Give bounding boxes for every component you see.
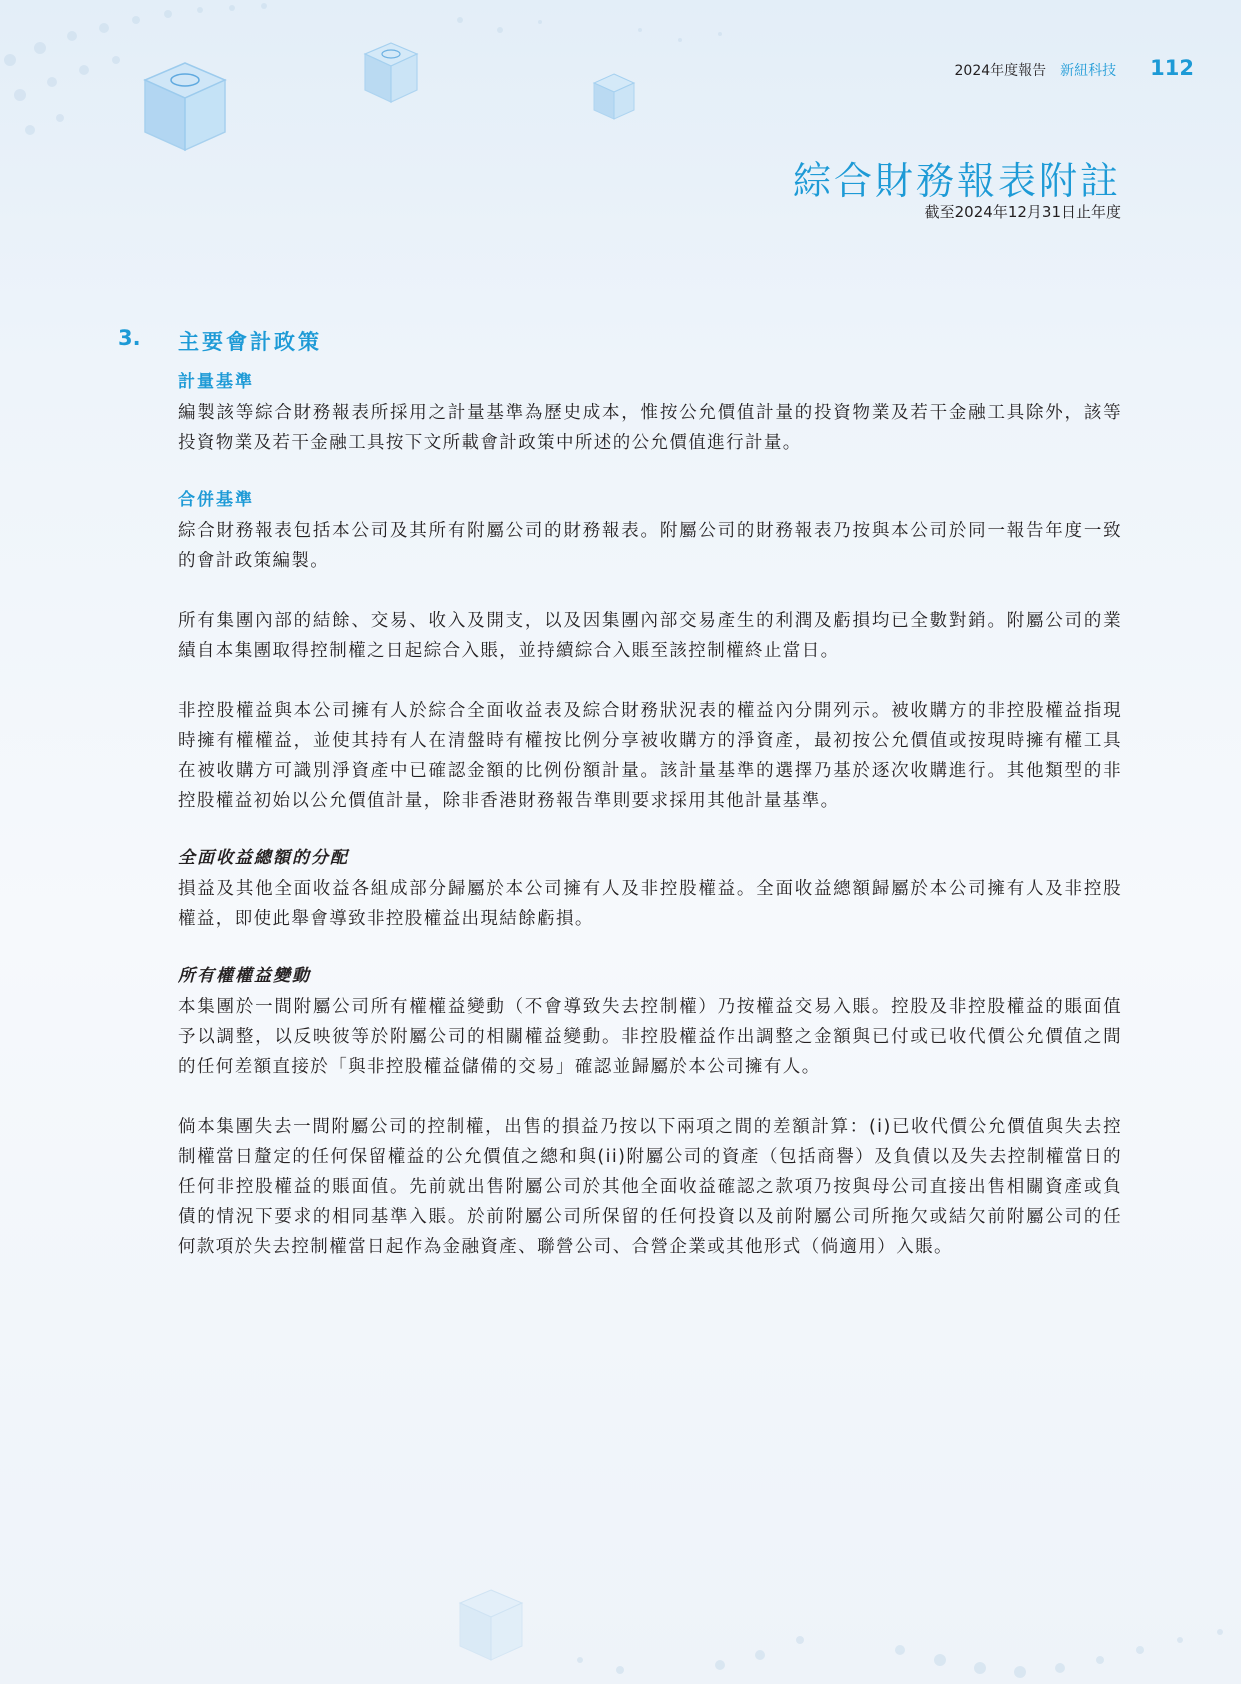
- body-content: [178, 370, 1122, 1292]
- paragraph: 非控股權益與本公司擁有人於綜合全面收益表及綜合財務狀況表的權益內分開列示。被收購方的非控股權益指現時擁有權權益，並使其持有人在清盤時有權按比例分享被收購方的淨資產，最初按公允價值或按現時擁有權工具在被收購方可識別淨資產中已確認金額的比例份額計量。該計量基準的選擇乃基於逐次收購進行。其他類型的非控股權益初始以公允價值計量，除非香港財務報告準則要求採用其他計量基準。: [178, 701, 1122, 811]
- running-header: [955, 56, 1194, 80]
- cube-decoration-small: [592, 72, 636, 122]
- block-comprehensive-income-allocation: [178, 846, 1122, 934]
- page-title: 綜合財務報表附註: [792, 159, 1121, 203]
- page-subtitle: 截至2024年12月31日止年度: [924, 203, 1121, 221]
- paragraph: 損益及其他全面收益各組成部分歸屬於本公司擁有人及非控股權益。全面收益總額歸屬於本公司擁有人及非控股權益，即使此舉會導致非控股權益出現結餘虧損。: [178, 879, 1122, 929]
- report-name: 2024年度報告: [954, 63, 1047, 79]
- section-heading: [118, 326, 322, 356]
- subheading: 合併基準: [178, 490, 254, 510]
- paragraph: 倘本集團失去一間附屬公司的控制權，出售的損益乃按以下兩項之間的差額計算：(i)已收代價公允價值與失去控制權當日釐定的任何保留權益的公允價值之總和與(ii)附屬公司的資產（包括商譽）及負債以及失去控制權當日的任何非控股權益的賬面值。先前就出售附屬公司於其他全面收益確認之款項乃按與母公司直接出售相關資產或負債的情況下要求的相同基準入賬。於前附屬公司所保留的任何投資以及前附屬公司所拖欠或結欠前附屬公司的任何款項於失去控制權當日起作為金融資產、聯營公司、合營企業或其他形式（倘適用）入賬。: [178, 1117, 1122, 1257]
- subheading: 所有權權益變動: [178, 966, 311, 986]
- page-number: 112: [1150, 56, 1194, 80]
- paragraph: 編製該等綜合財務報表所採用之計量基準為歷史成本，惟按公允價值計量的投資物業及若干金融工具除外，該等投資物業及若干金融工具按下文所載會計政策中所述的公允價值進行計量。: [178, 403, 1122, 453]
- subheading: 全面收益總額的分配: [178, 848, 349, 868]
- block-consolidation-basis: [178, 488, 1122, 816]
- company-name: 新紐科技: [1060, 63, 1117, 79]
- block-measurement-basis: [178, 370, 1122, 458]
- paragraph: 本集團於一間附屬公司所有權權益變動（不會導致失去控制權）乃按權益交易入賬。控股及非控股權益的賬面值予以調整，以反映彼等於附屬公司的相關權益變動。非控股權益作出調整之金額與已付或已收代價公允價值之間的任何差額直接於「與非控股權益儲備的交易」確認並歸屬於本公司擁有人。: [178, 997, 1122, 1077]
- section-number: 3.: [118, 326, 141, 350]
- paragraph: 所有集團內部的結餘、交易、收入及開支，以及因集團內部交易產生的利潤及虧損均已全數對銷。附屬公司的業績自本集團取得控制權之日起綜合入賬，並持續綜合入賬至該控制權終止當日。: [178, 611, 1122, 661]
- paragraph: 綜合財務報表包括本公司及其所有附屬公司的財務報表。附屬公司的財務報表乃按與本公司於同一報告年度一致的會計政策編製。: [178, 521, 1122, 571]
- subheading: 計量基準: [178, 372, 254, 392]
- cube-decoration-large: [140, 58, 230, 158]
- section-title: 主要會計政策: [178, 330, 322, 354]
- cube-decoration-medium: [362, 40, 420, 106]
- block-ownership-changes: [178, 964, 1122, 1262]
- cube-decoration-bottom: [456, 1586, 526, 1666]
